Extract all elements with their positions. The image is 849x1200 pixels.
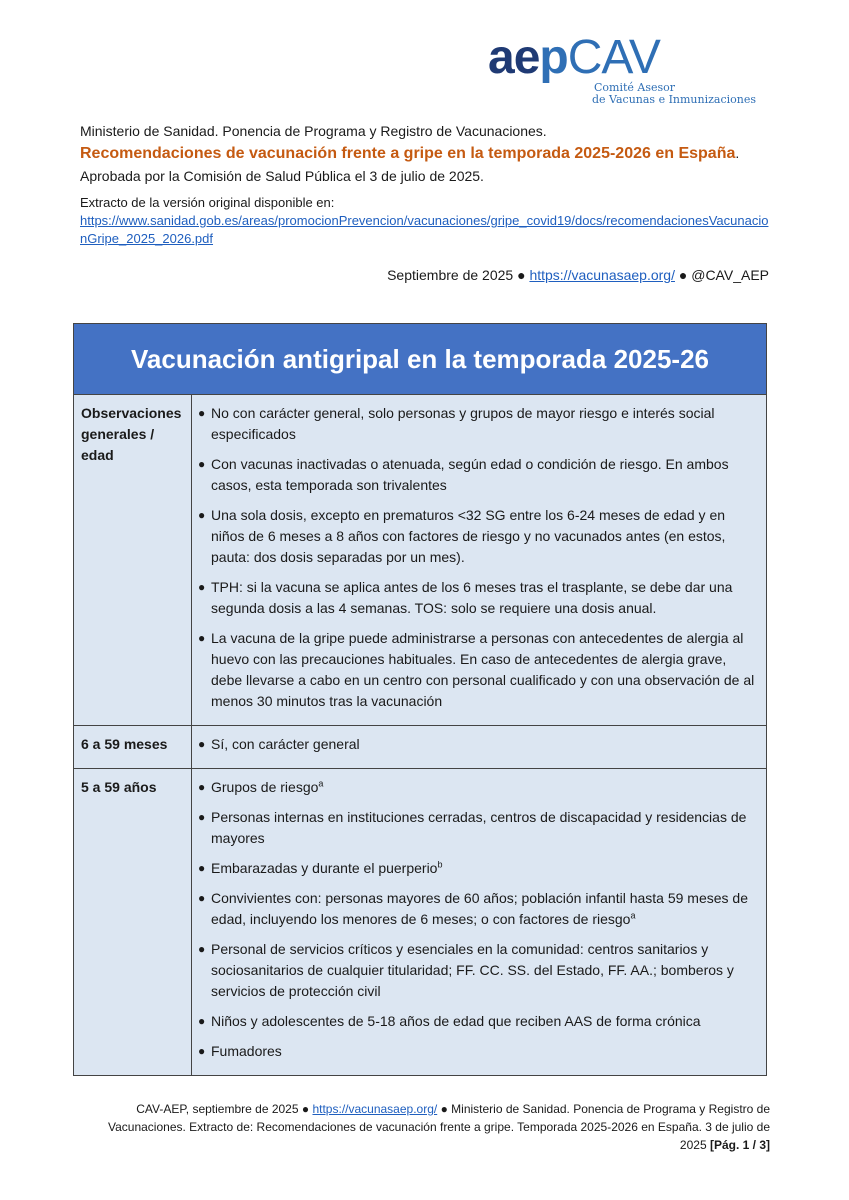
item-text: La vacuna de la gripe puede administrarse a personas con antecedentes de alergia al huevo con las precauciones habituales. En caso de antecedentes de alergia grave, debe llevarse a cabo en un centro con personal cualificado y con una observación de al menos 30 minutos tras la vacunación (211, 630, 755, 709)
bullet-icon: ● (198, 508, 206, 522)
aepcav-logo (488, 31, 770, 106)
list-item (198, 454, 756, 496)
list-item (198, 734, 756, 755)
twitter-handle: @CAV_AEP (691, 267, 769, 283)
bullet-icon: ● (198, 1014, 206, 1028)
table-title: Vacunación antigripal en la temporada 2025-26 (74, 324, 766, 395)
list-item (198, 1011, 756, 1032)
row-label: 5 a 59 años (74, 769, 192, 1075)
list-item (198, 939, 756, 1002)
list-item (198, 777, 756, 798)
list-item (198, 807, 756, 849)
list-item (198, 858, 756, 879)
list-item (198, 888, 756, 930)
bullet-icon: ● (198, 780, 206, 794)
bullet-icon: ● (198, 942, 206, 956)
bullet-icon: ● (198, 861, 206, 875)
row-content (192, 395, 766, 725)
item-text: Con vacunas inactivadas o atenuada, según edad o condición de riesgo. En ambos casos, esta temporada son trivalentes (211, 456, 729, 493)
site-link[interactable]: https://vacunasaep.org/ (529, 267, 675, 283)
table-row (74, 769, 766, 1075)
vaccination-table (73, 323, 767, 1076)
bullet-icon: ● (198, 406, 206, 420)
bullet-icon: ● (198, 631, 206, 645)
item-text: No con carácter general, solo personas y grupos de mayor riesgo e interés social especificados (211, 405, 715, 442)
row-label: 6 a 59 meses (74, 726, 192, 768)
table-row (74, 395, 766, 726)
list-item (198, 1041, 756, 1062)
bullet-icon: ● (198, 1044, 206, 1058)
item-text: TPH: si la vacuna se aplica antes de los 6 meses tras el trasplante, se debe dar una segunda dosis a las 4 semanas. TOS: solo se requiere una dosis anual. (211, 579, 733, 616)
list-item (198, 628, 756, 712)
list-item (198, 403, 756, 445)
bullet-icon: ● (198, 580, 206, 594)
row-content (192, 769, 766, 1075)
row-label: Observaciones generales / edad (74, 395, 192, 725)
page-footer: CAV-AEP, septiembre de 2025 ● https://vacunasaep.org/ ● Ministerio de Sanidad. Ponencia de Programa y Registro de Vacunaciones. Extracto de: Recomendaciones de vacunación frente a gripe. Temporada 2025-2026 en España. 3 de julio de 2025 [Pág. 1 / 3] (108, 1102, 770, 1152)
footnote-marker: a (630, 910, 636, 921)
item-text: Niños y adolescentes de 5-18 años de edad que reciben AAS de forma crónica (211, 1013, 701, 1029)
footnote-marker: a (318, 778, 324, 789)
item-text: Convivientes con: personas mayores de 60 años; población infantil hasta 59 meses de edad, incluyendo los menores de 6 meses; o con factores de riesgo (211, 890, 748, 927)
bullet-icon: ● (198, 810, 206, 824)
item-text: Sí, con carácter general (211, 736, 360, 752)
bullet-icon: ● (198, 457, 206, 471)
extract-link[interactable]: https://www.sanidad.gob.es/areas/promocionPrevencion/vacunaciones/gripe_covid19/docs/recomendacionesVacunacionGripe_2025_2026.pdf (80, 213, 769, 246)
document-header (80, 121, 770, 248)
item-text: Una sola dosis, excepto en prematuros <32 SG entre los 6-24 meses de edad y en niños de 6 meses a 8 años con factores de riesgo y no vacunados antes (en estos, pauta: dos dosis separadas por un mes). (211, 507, 726, 565)
footer-site-link[interactable]: https://vacunasaep.org/ (312, 1102, 438, 1116)
list-item (198, 577, 756, 619)
page-number: [Pág. 1 / 3] (709, 1138, 770, 1152)
item-text: Personal de servicios críticos y esenciales en la comunidad: centros sanitarios y sociosanitarios de cualquier titularidad; FF. CC. SS. del Estado, FF. AA.; bomberos y servicios de protección civil (211, 941, 734, 999)
date-bar: Septiembre de 2025 ● https://vacunasaep.org/ ● @CAV_AEP (387, 267, 769, 283)
item-text: Personas internas en instituciones cerradas, centros de discapacidad y residencias de mayores (211, 809, 747, 846)
logo-subtitle: Comité Asesor de Vacunas e Inmunizaciones (592, 81, 757, 106)
footnote-marker: b (437, 859, 443, 870)
table-row (74, 726, 766, 769)
list-item (198, 505, 756, 568)
bullet-icon: ● (198, 891, 206, 905)
logo-wordmark: aepCAV (488, 31, 660, 84)
row-content (192, 726, 766, 768)
item-text: Grupos de riesgo (211, 779, 319, 795)
ministry-line: Ministerio de Sanidad. Ponencia de Programa y Registro de Vacunaciones. (80, 123, 547, 139)
bullet-icon: ● (198, 737, 206, 751)
item-text: Fumadores (211, 1043, 282, 1059)
document-title: Recomendaciones de vacunación frente a gripe en la temporada 2025-2026 en España. Aprobada por la Comisión de Salud Pública el 3 de julio de 2025. (80, 145, 740, 184)
extract-note: Extracto de la versión original disponible en: https://www.sanidad.gob.es/areas/promocionPrevencion/vacunaciones/gripe_covid19/docs/recomendacionesVacunacionGripe_2025_2026.pdf (80, 195, 769, 246)
item-text: Embarazadas y durante el puerperio (211, 860, 438, 876)
